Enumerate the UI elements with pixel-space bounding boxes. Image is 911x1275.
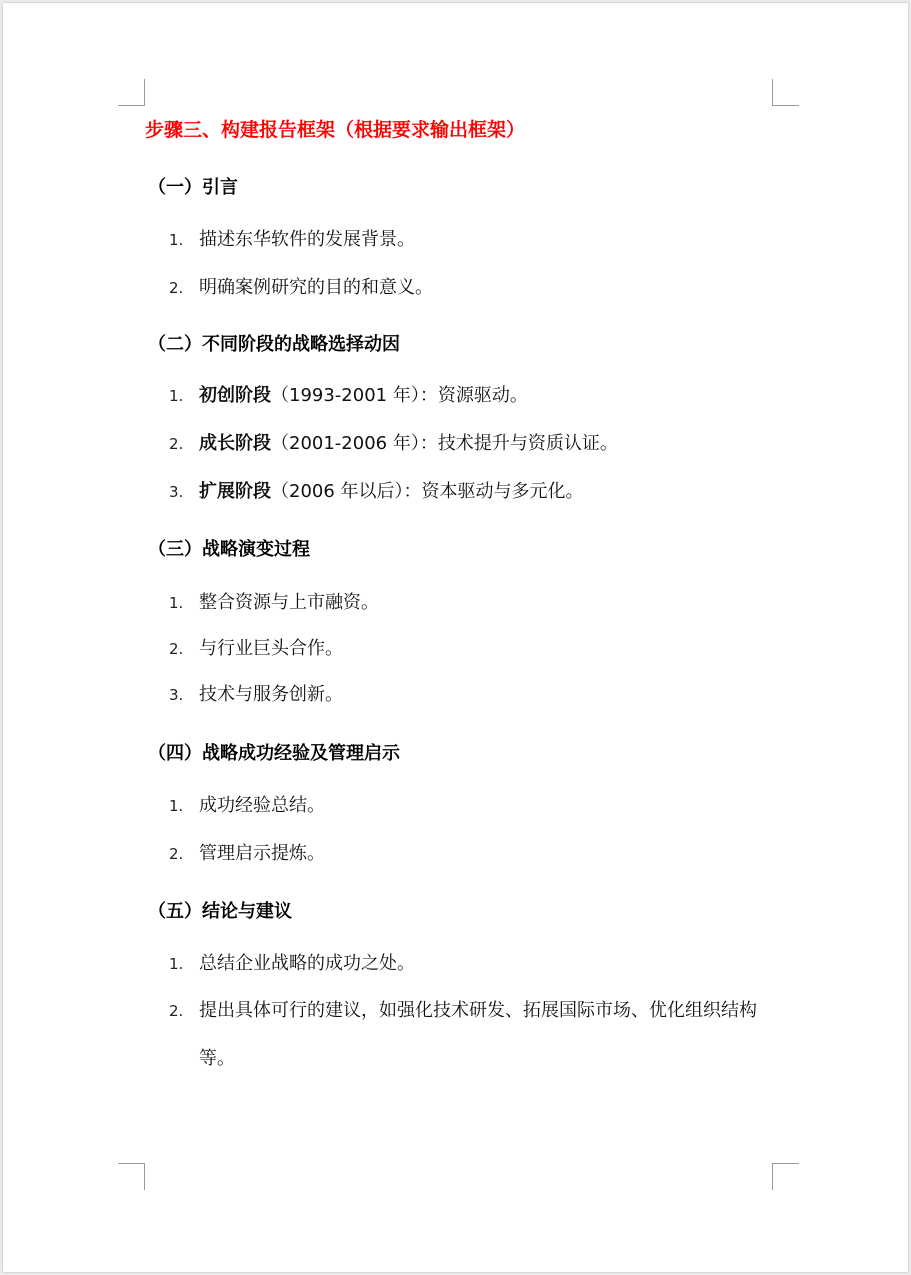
item-number: 1. — [169, 231, 184, 249]
item-text: 明确案例研究的目的和意义。 — [199, 277, 433, 298]
item-number: 1. — [169, 387, 184, 405]
section-heading: （二）不同阶段的战略选择动因 — [148, 334, 400, 355]
item-text: （1993-2001 年）：资源驱动。 — [271, 385, 528, 406]
section-heading: （五）结论与建议 — [148, 901, 292, 922]
item-number: 2. — [169, 640, 184, 658]
list-item — [169, 468, 779, 516]
list-item — [169, 372, 779, 420]
document-body[interactable] — [3, 3, 908, 1272]
item-number: 2. — [169, 279, 184, 297]
item-number: 2. — [169, 845, 184, 863]
item-label: 成长阶段 — [199, 433, 271, 454]
item-number: 3. — [169, 686, 184, 704]
item-text: 技术与服务创新。 — [199, 684, 343, 705]
list-item — [169, 264, 779, 312]
item-label: 扩展阶段 — [199, 481, 271, 502]
list-item — [169, 987, 779, 1083]
item-text: 成功经验总结。 — [199, 795, 325, 816]
section-heading: （三）战略演变过程 — [148, 539, 310, 560]
item-text: 提出具体可行的建议，如强化技术研发、拓展国际市场、优化组织结构等。 — [199, 1000, 757, 1069]
list-item — [169, 579, 779, 627]
step-title: 步骤三、构建报告框架（根据要求输出框架） — [145, 119, 526, 141]
item-text: 描述东华软件的发展背景。 — [199, 229, 415, 250]
item-text: 与行业巨头合作。 — [199, 638, 343, 659]
list-item — [169, 830, 779, 878]
section-heading: （四）战略成功经验及管理启示 — [148, 743, 400, 764]
item-text: （2006 年以后）：资本驱动与多元化。 — [271, 481, 584, 502]
list-item — [169, 782, 779, 830]
item-text: 总结企业战略的成功之处。 — [199, 953, 415, 974]
list-item — [169, 216, 779, 264]
document-page — [3, 3, 908, 1272]
section-heading: （一）引言 — [148, 177, 238, 198]
item-number: 1. — [169, 955, 184, 973]
item-number: 2. — [169, 1002, 184, 1020]
item-label: 初创阶段 — [199, 385, 271, 406]
item-text: 整合资源与上市融资。 — [199, 592, 379, 613]
item-number: 1. — [169, 797, 184, 815]
list-item — [169, 671, 779, 719]
item-text: 管理启示提炼。 — [199, 843, 325, 864]
list-item — [169, 940, 779, 988]
item-number: 2. — [169, 435, 184, 453]
list-item — [169, 625, 779, 673]
item-text: （2001-2006 年）：技术提升与资质认证。 — [271, 433, 618, 454]
item-number: 3. — [169, 483, 184, 501]
list-item — [169, 420, 779, 468]
item-number: 1. — [169, 594, 184, 612]
